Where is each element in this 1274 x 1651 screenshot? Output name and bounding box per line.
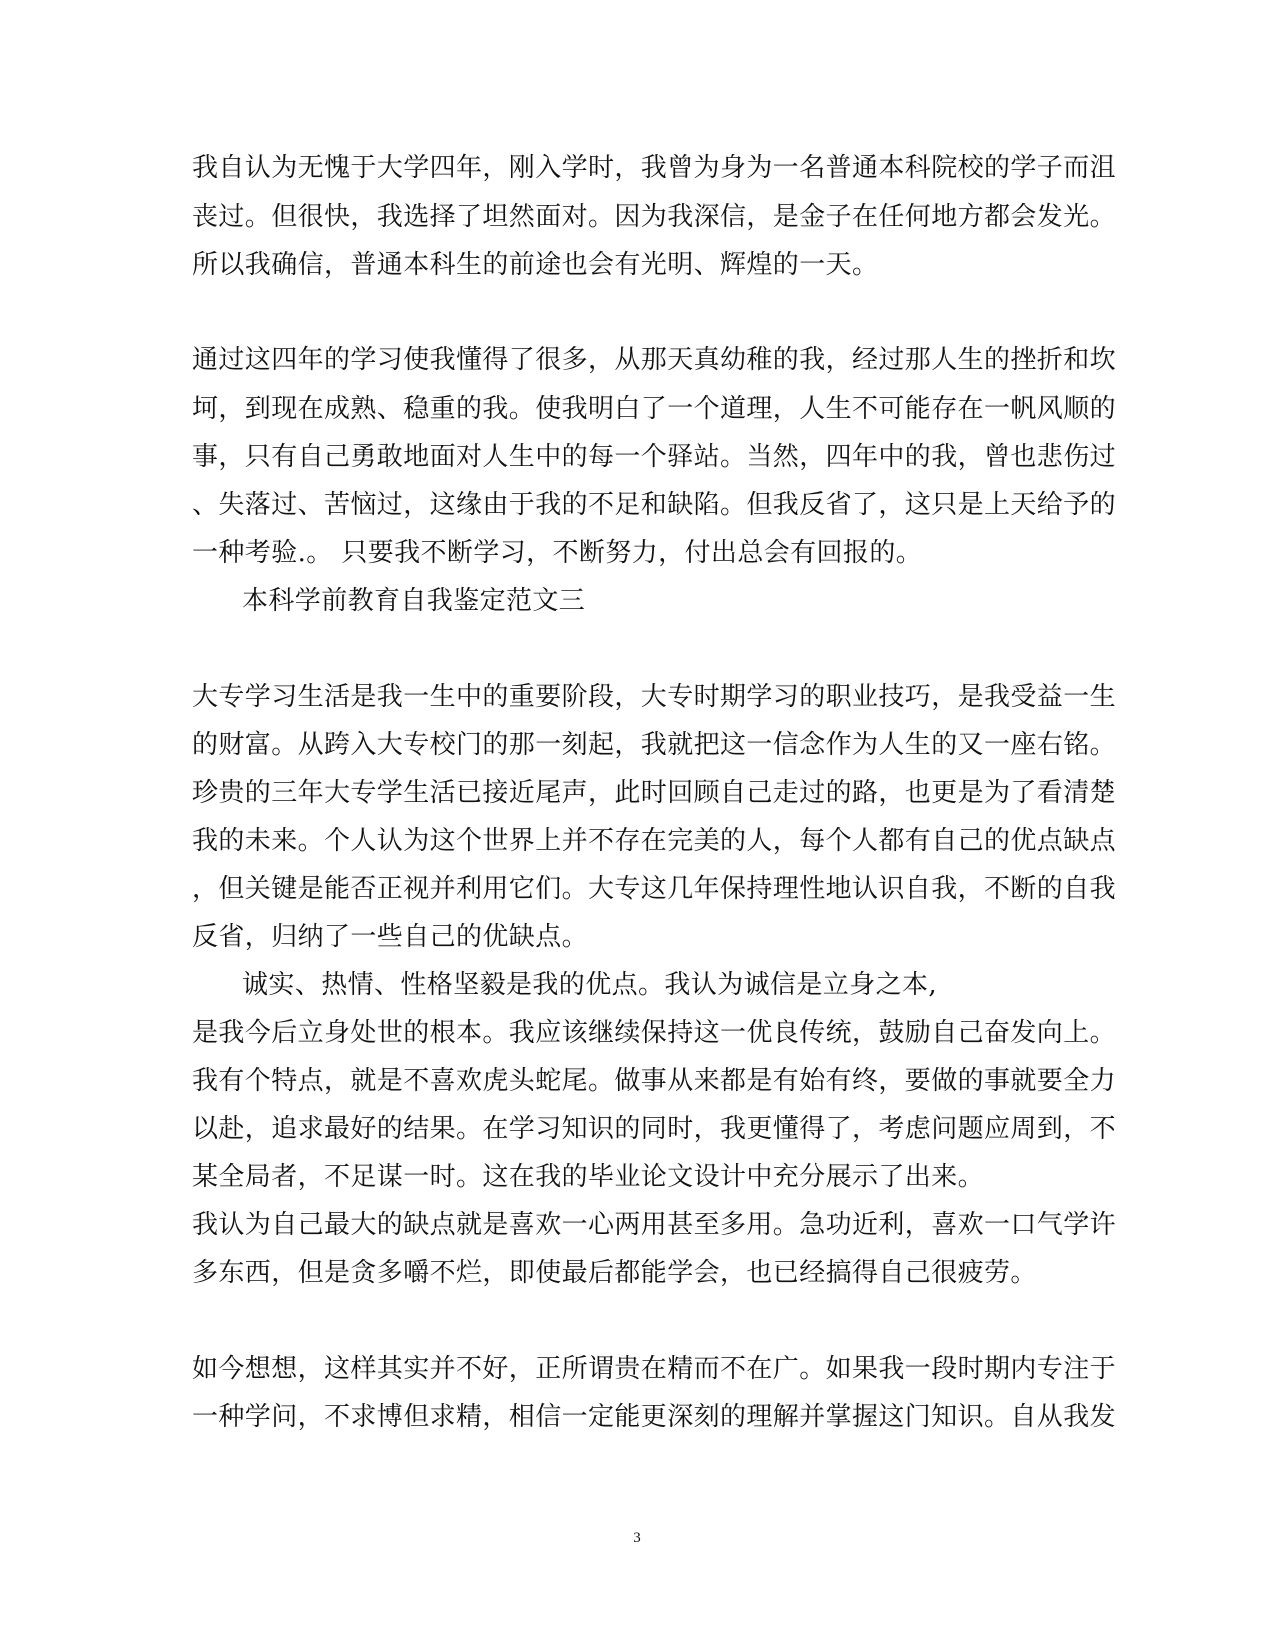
paragraph-line: 事，只有自己勇敢地面对人生中的每一个驿站。当然，四年中的我，曾也悲伤过	[192, 442, 1117, 472]
paragraph-line: 的财富。从跨入大专校门的那一刻起，我就把这一信念作为人生的又一座右铭。	[192, 730, 1117, 760]
paragraph-line: 珍贵的三年大专学生活已接近尾声，此时回顾自己走过的路，也更是为了看清楚	[192, 778, 1117, 808]
paragraph-line: 如今想想，这样其实并不好，正所谓贵在精而不在广。如果我一段时期内专注于	[192, 1354, 1117, 1384]
paragraph-line: 诚实、热情、性格坚毅是我的优点。我认为诚信是立身之本,	[242, 970, 938, 1000]
paragraph-line: 、失落过、苦恼过，这缘由于我的不足和缺陷。但我反省了，这只是上天给予的	[192, 490, 1117, 520]
paragraph-line: 丧过。但很快，我选择了坦然面对。因为我深信，是金子在任何地方都会发光。	[192, 202, 1117, 232]
paragraph-line: 反省，归纳了一些自己的优缺点。	[192, 922, 589, 952]
paragraph-line: 所以我确信，普通本科生的前途也会有光明、辉煌的一天。	[192, 250, 879, 280]
paragraph-line: 我自认为无愧于大学四年，刚入学时，我曾为身为一名普通本科院校的学子而沮	[192, 153, 1117, 183]
paragraph-line: 以赴，追求最好的结果。在学习知识的同时，我更懂得了，考虑问题应周到，不	[192, 1114, 1117, 1144]
paragraph-line: 我认为自己最大的缺点就是喜欢一心两用甚至多用。急功近利，喜欢一口气学许	[192, 1210, 1117, 1240]
paragraph-line: 某全局者，不足谋一时。这在我的毕业论文设计中充分展示了出来。	[192, 1162, 985, 1192]
paragraph-line: 通过这四年的学习使我懂得了很多，从那天真幼稚的我，经过那人生的挫折和坎	[192, 345, 1117, 375]
section-title: 本科学前教育自我鉴定范文三	[242, 586, 586, 616]
paragraph-line: 一种考验.。 只要我不断学习，不断努力，付出总会有回报的。	[192, 538, 923, 568]
page-number: 3	[633, 1530, 641, 1546]
paragraph-line: 是我今后立身处世的根本。我应该继续保持这一优良传统，鼓励自己奋发向上。	[192, 1018, 1117, 1048]
paragraph-line: ，但关键是能否正视并利用它们。大专这几年保持理性地认识自我，不断的自我	[192, 874, 1117, 904]
paragraph-line: 一种学问，不求博但求精，相信一定能更深刻的理解并掌握这门知识。自从我发	[192, 1402, 1117, 1432]
paragraph-line: 坷，到现在成熟、稳重的我。使我明白了一个道理，人生不可能存在一帆风顺的	[192, 394, 1117, 424]
paragraph-line: 我有个特点，就是不喜欢虎头蛇尾。做事从来都是有始有终，要做的事就要全力	[192, 1066, 1117, 1096]
paragraph-line: 大专学习生活是我一生中的重要阶段，大专时期学习的职业技巧，是我受益一生	[192, 682, 1117, 712]
paragraph-line: 我的未来。个人认为这个世界上并不存在完美的人，每个人都有自己的优点缺点	[192, 826, 1117, 856]
paragraph-line: 多东西，但是贪多嚼不烂，即使最后都能学会，也已经搞得自己很疲劳。	[192, 1258, 1037, 1288]
